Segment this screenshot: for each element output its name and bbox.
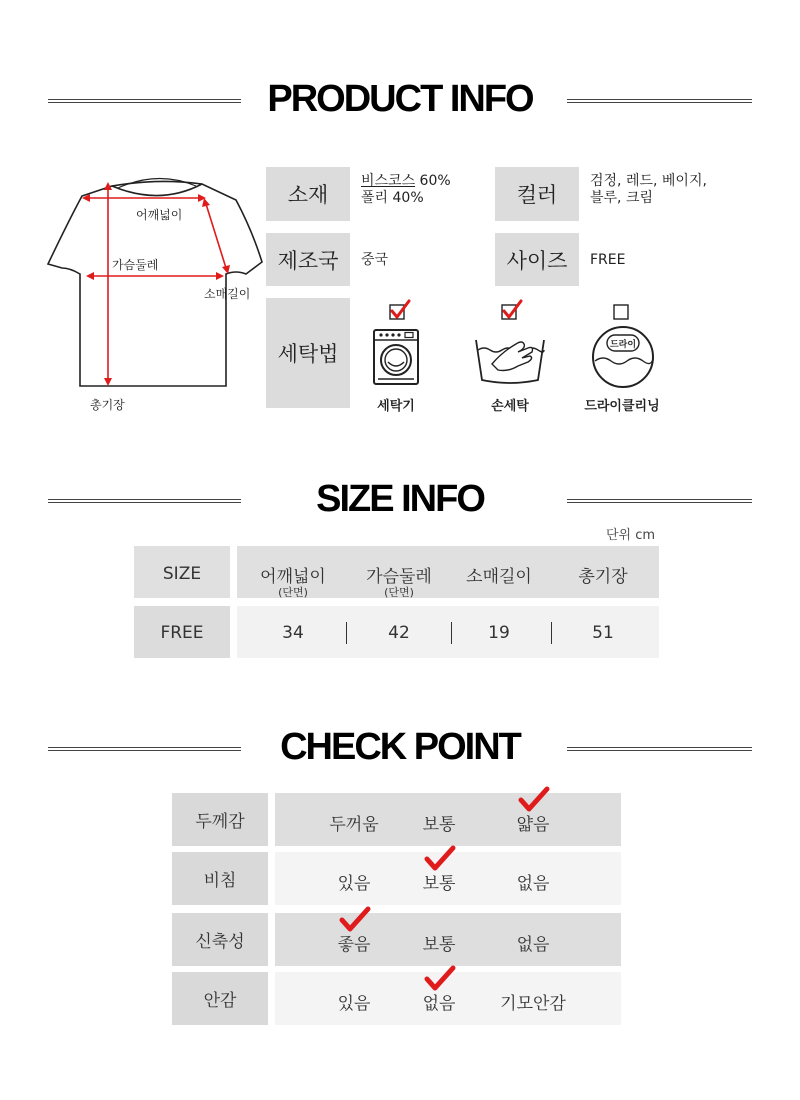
check-option[interactable]: 보통: [422, 815, 456, 835]
check-option[interactable]: 보통: [422, 935, 456, 955]
check-option[interactable]: 있음: [337, 994, 371, 1014]
diagram-label-length: 총기장: [90, 398, 125, 412]
material-line1-rest: 60%: [415, 173, 451, 189]
washing-machine-icon: [372, 328, 420, 386]
size-unit: 단위 cm: [606, 528, 656, 543]
size-header-size: [134, 564, 230, 584]
red-check-icon: [339, 906, 371, 934]
dry-clean-icon: [591, 325, 655, 389]
size-header-chest: [351, 562, 447, 599]
material-label: 소재: [266, 167, 350, 221]
size-divider: [451, 622, 452, 644]
check-option[interactable]: 보통: [422, 874, 456, 894]
check-row-label: 신축성: [172, 913, 268, 966]
checkbox-checked-washing-machine[interactable]: [388, 299, 412, 323]
size-header-sleeve-main: 소매길이: [466, 567, 532, 587]
check-option[interactable]: 두꺼움: [329, 815, 379, 835]
size-label: 사이즈: [495, 233, 579, 286]
wash-option-label-machine: 세탁기: [377, 399, 415, 414]
check-row-label: 두께감: [172, 793, 268, 846]
checkbox-unchecked-dry-clean[interactable]: [612, 303, 632, 323]
size-header-shoulder-sub: (단면): [278, 586, 308, 599]
size-header-length-main: 총기장: [578, 567, 628, 587]
size-row-length: 51: [592, 623, 614, 643]
size-header-shoulder-main: 어깨넓이: [260, 567, 326, 587]
size-header-shoulder: [245, 562, 341, 599]
wash-option-label-dry: 드라이클리닝: [584, 399, 660, 414]
size-row-chest: 42: [388, 623, 410, 643]
color-line1: 검정, 레드, 베이지,: [590, 173, 707, 189]
diagram-label-sleeve: 소매길이: [204, 287, 251, 301]
check-option[interactable]: 있음: [337, 874, 371, 894]
check-row-label: 안감: [172, 972, 268, 1025]
origin-value: 중국: [361, 252, 389, 268]
hand-wash-icon: [472, 334, 548, 386]
check-option[interactable]: 좋음: [337, 935, 371, 955]
check-option[interactable]: 없음: [516, 874, 550, 894]
size-row-shoulder: 34: [282, 623, 304, 643]
red-check-icon: [424, 845, 456, 873]
origin-label: 제조국: [266, 233, 350, 286]
wash-option-label-hand: 손세탁: [491, 399, 529, 414]
check-option[interactable]: 기모안감: [500, 994, 566, 1014]
wash-label: 세탁법: [266, 298, 350, 408]
check-option[interactable]: 없음: [422, 994, 456, 1014]
color-label: 컬러: [495, 167, 579, 221]
check-row-label: 비침: [172, 852, 268, 905]
material-line1-underlined: 비스코스: [361, 173, 416, 189]
product-info-title: PRODUCT INFO: [267, 78, 533, 120]
color-value: [590, 173, 707, 207]
diagram-label-shoulder: 어깨넓이: [136, 208, 183, 222]
size-row-sleeve: 19: [488, 623, 510, 643]
size-header-chest-sub: (단면): [384, 586, 414, 599]
size-row-size: FREE: [160, 623, 204, 643]
size-info-title: SIZE INFO: [316, 478, 484, 520]
size-divider: [551, 622, 552, 644]
check-option[interactable]: 얇음: [516, 815, 550, 835]
check-point-title: CHECK POINT: [280, 726, 520, 768]
color-line2: 블루, 크림: [590, 190, 653, 206]
dry-clean-badge: 드라이: [609, 340, 637, 350]
red-check-icon: [518, 786, 550, 814]
size-header-sleeve: [451, 562, 547, 587]
size-header-length: [555, 562, 651, 587]
size-header-chest-main: 가슴둘레: [366, 567, 432, 587]
size-header-size-main: SIZE: [162, 564, 202, 584]
checkbox-checked-hand-wash[interactable]: [500, 299, 524, 323]
material-line2: 폴리 40%: [361, 190, 424, 206]
size-divider: [346, 622, 347, 644]
check-option[interactable]: 없음: [516, 935, 550, 955]
material-value: [361, 173, 451, 207]
size-value: FREE: [590, 252, 626, 268]
red-check-icon: [424, 965, 456, 993]
diagram-label-chest: 가슴둘레: [112, 258, 159, 272]
